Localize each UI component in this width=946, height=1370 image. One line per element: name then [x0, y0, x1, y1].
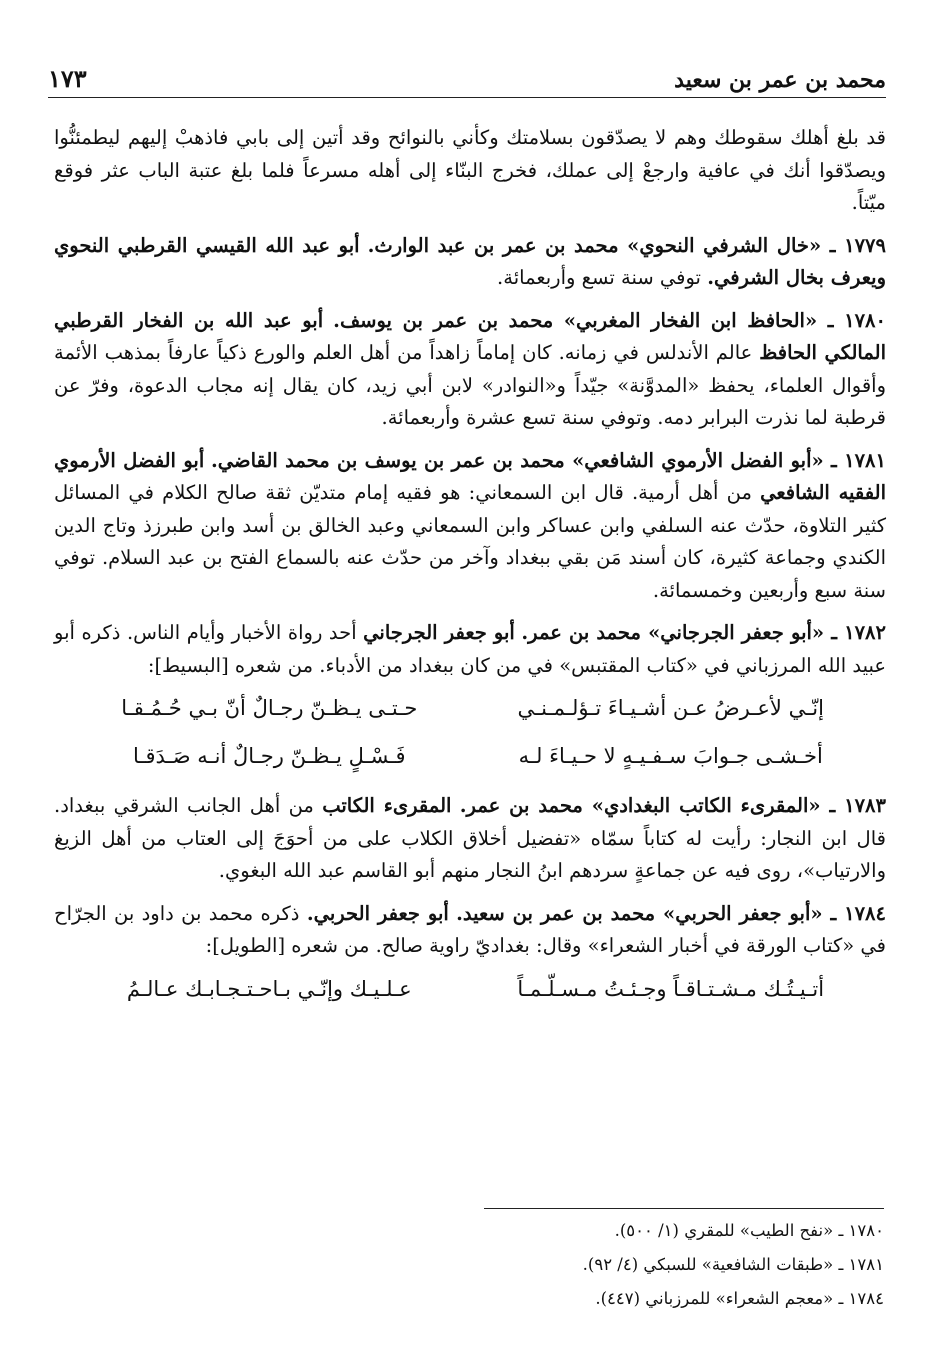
verse-line	[54, 684, 886, 732]
poem-1782	[54, 684, 886, 780]
entry-1781	[54, 445, 886, 608]
verse-line	[54, 965, 886, 1013]
entry-title: ١٧٨٤ ـ «أبو جعفر الحربي» محمد بن عمر بن سعيد.	[456, 901, 886, 925]
entry-title: ١٧٨٢ ـ «أبو جعفر الجرجاني» محمد بن عمر.	[521, 621, 886, 644]
entry-text: عالم الأندلس في زمانه. كان إماماً زاهداً من أهل العلم والورع ذكياً عارفاً بمذهب الأئمة وأقوال العلماء، يحفظ «المدوَّنة» جيّداً و«النوادر» لابن أبي زيد، كان يقال إنه مجاب الدعوة، وفرّ عن قرطبة لما نذرت البرابر دمه. وتوفي سنة تسع عشرة وأربعمائة.	[54, 341, 886, 429]
entry-lead: أبو عبد الله بن الفخار القرطبي المالكي الحافظ	[54, 308, 887, 364]
entry-lead: أبو جعفر الحربي.	[306, 901, 449, 925]
running-title: محمد بن عمر بن سعيد	[674, 67, 886, 93]
verse-second-hemistich: عـلـيـك وإنّـي بـاحـتـجـابـك عـالـمُ	[126, 976, 412, 1001]
entry-1784	[54, 898, 886, 963]
footnote: ١٧٨١ ـ «طبقات الشافعية» للسبكي (٤/ ٩٢).	[582, 1255, 884, 1274]
entry-text: من أهل الجانب الشرقي ببغداد. قال ابن النجار: رأيت له كتاباً سمّاه «تفضيل أخلاق الكلاب على من أحوَجَ إلى العتاب من أهل الزيغ والارتياب»، روى فيه عن جماعةٍ سردهم ابنُ النجار منهم أبو القاسم عبد الله البغوي.	[54, 794, 886, 882]
entry-text: أحد رواة الأخبار وأيام الناس. ذكره أبو عبيد الله المرزباني في «كتاب المقتبس» في من كان ببغداد من الأدباء. من شعره [البسيط]:	[54, 621, 886, 677]
entry-text: توفي سنة تسع وأربعمائة.	[497, 266, 701, 289]
continued-paragraph: قد بلغ أهلك سقوطك وهم لا يصدّقون بسلامتك وكأني بالنوائح وقد أتين إلى بابي فاذهبْ إليهم ليطمئنُّوا ويصدّقوا أنك في عافية وارجعْ إلى عملك، فخرج البنّاء إلى أهله مسرعاً فلما بلغ عتبة الباب عثر فوقع ميّتاً.	[54, 126, 886, 214]
entry-title: ١٧٧٩ ـ «خال الشرفي النحوي» محمد بن عمر بن عبد الوارث.	[367, 233, 887, 257]
footnote: ١٧٨٠ ـ «نفح الطيب» للمقري (١/ ٥٠٠).	[614, 1221, 884, 1240]
entry-lead: أبو جعفر الجرجاني	[363, 621, 515, 644]
entry-title: ١٧٨٣ ـ «المقرىء الكاتب البغدادي» محمد بن عمر.	[459, 794, 887, 817]
verse-first-hemistich: إنّـي لأعـرضُ عـن أشـيـاءَ تـؤلـمـنـي	[517, 696, 824, 720]
verse-first-hemistich: أتـيـتُـك مـشـتـاقـاً وجـئـتُ مـسـلّـمـاً	[517, 976, 825, 1001]
entry-title: ١٧٨١ ـ «أبو الفضل الأرموي الشافعي» محمد بن عمر بن يوسف بن محمد القاضي.	[211, 448, 886, 472]
verse-first-hemistich: أخـشـى جـوابَ سـفـيـهٍ لا حـيـاءَ لـه	[518, 744, 823, 768]
poem-1784	[54, 965, 886, 1013]
page-number: ١٧٣	[48, 64, 87, 93]
footnote-separator	[484, 1208, 884, 1209]
verse-line	[54, 732, 886, 780]
entry-1780	[54, 305, 886, 435]
verse-second-hemistich: حـتـى يـظـنّ رجـالٌ أنّ بـي حُـمُـقـا	[121, 696, 418, 720]
footnotes	[54, 1214, 884, 1316]
entry-title: ١٧٨٠ ـ «الحافظ ابن الفخار المغربي» محمد بن عمر بن يوسف.	[333, 308, 886, 332]
entry-lead: أبو الفضل الأرموي الفقيه الشافعي	[54, 448, 887, 504]
verse-second-hemistich: فَـسْـلٍ يـظـنّ رجـالٌ أنـه صَـدَقـا	[132, 744, 406, 768]
footnote: ١٧٨٤ ـ «معجم الشعراء» للمرزباني (٤٤٧).	[595, 1289, 884, 1308]
entry-1782	[54, 617, 886, 682]
entry-lead: أبو عبد الله القيسي القرطبي النحوي ويعرف بخال الشرفي.	[54, 233, 886, 289]
entry-1779	[54, 230, 886, 295]
entry-text: ذكره محمد بن داود بن الجرّاح في «كتاب الورقة في أخبار الشعراء» وقال: بغداديّ راوية صالح. من شعره [الطويل]:	[54, 901, 886, 957]
entry-text: من أهل أرمية. قال ابن السمعاني: هو فقيه إمام متديّن ثقة صالح الكلام في المسائل كثير التلاوة، حدّث عنه السلفي وابن عساكر وابن السمعاني وعبد الخالق بن أسد وابن طبرزذ وتاج الدين الكندي وجماعة كثيرة، كان أسند مَن بقي ببغداد وآخر من حدّث عنه بالسماع الفتح بن عبد السلام. توفي سنة سبع وأربعين وخمسمائة.	[54, 481, 886, 602]
page-header	[48, 58, 886, 98]
page-body	[54, 122, 886, 1023]
entry-lead: المقرىء الكاتب	[322, 794, 452, 817]
entry-1783	[54, 790, 886, 888]
